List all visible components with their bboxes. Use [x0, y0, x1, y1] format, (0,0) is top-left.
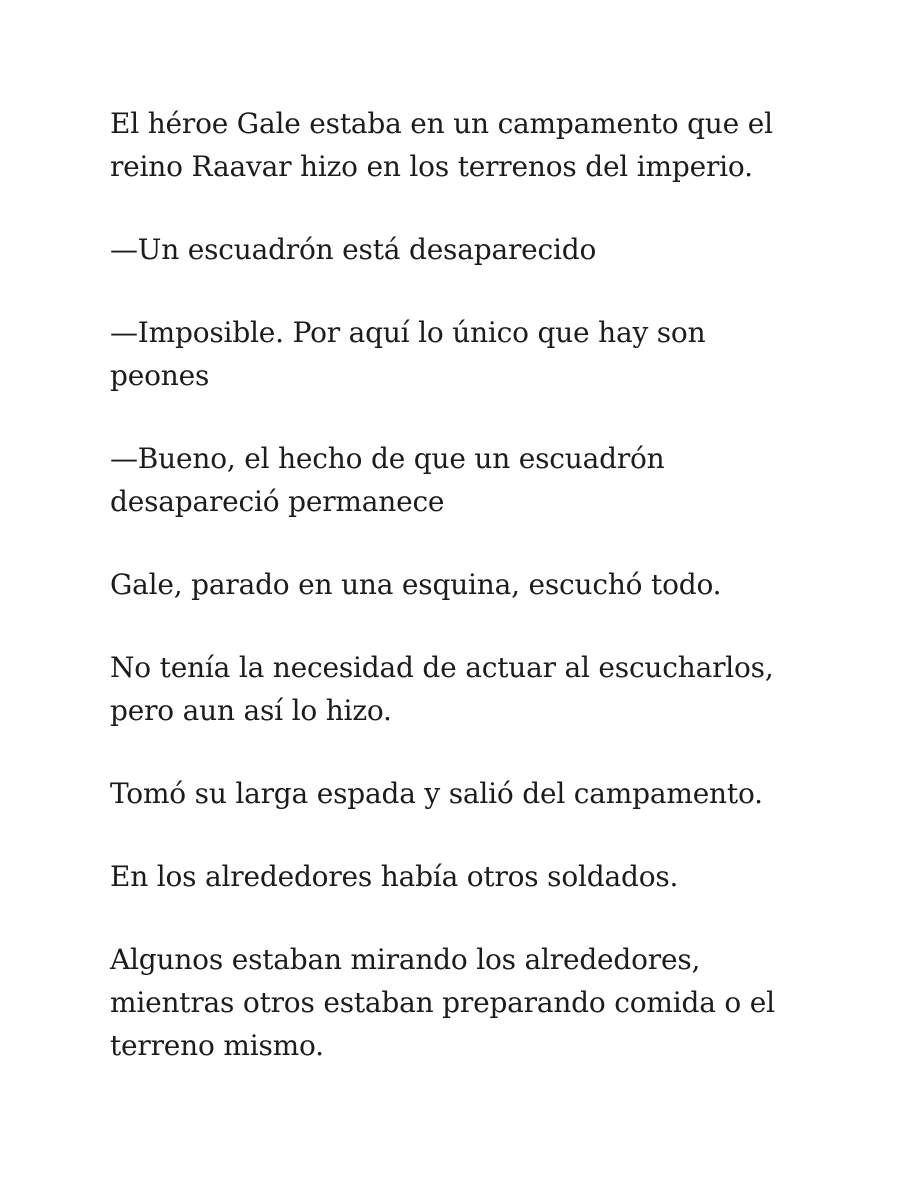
paragraph: En los alrededores había otros soldados. — [110, 860, 679, 893]
dialogue-paragraph: —Bueno, el hecho de que un escuadrón desapareció permanece — [110, 442, 665, 518]
paragraph: No tenía la necesidad de actuar al escucharlos, pero aun así lo hizo. — [110, 651, 774, 727]
dialogue-paragraph: —Un escuadrón está desaparecido — [110, 233, 597, 266]
paragraph: El héroe Gale estaba en un campamento que el reino Raavar hizo en los terrenos del imperio. — [110, 107, 773, 183]
paragraph: Tomó su larga espada y salió del campamento. — [110, 777, 763, 810]
dialogue-paragraph: —Imposible. Por aquí lo único que hay son peones — [110, 316, 706, 392]
paragraph: Gale, parado en una esquina, escuchó todo. — [110, 568, 722, 601]
paragraph: Algunos estaban mirando los alrededores, mientras otros estaban preparando comida o el terreno mismo. — [110, 943, 775, 1062]
story-text — [110, 102, 800, 1107]
